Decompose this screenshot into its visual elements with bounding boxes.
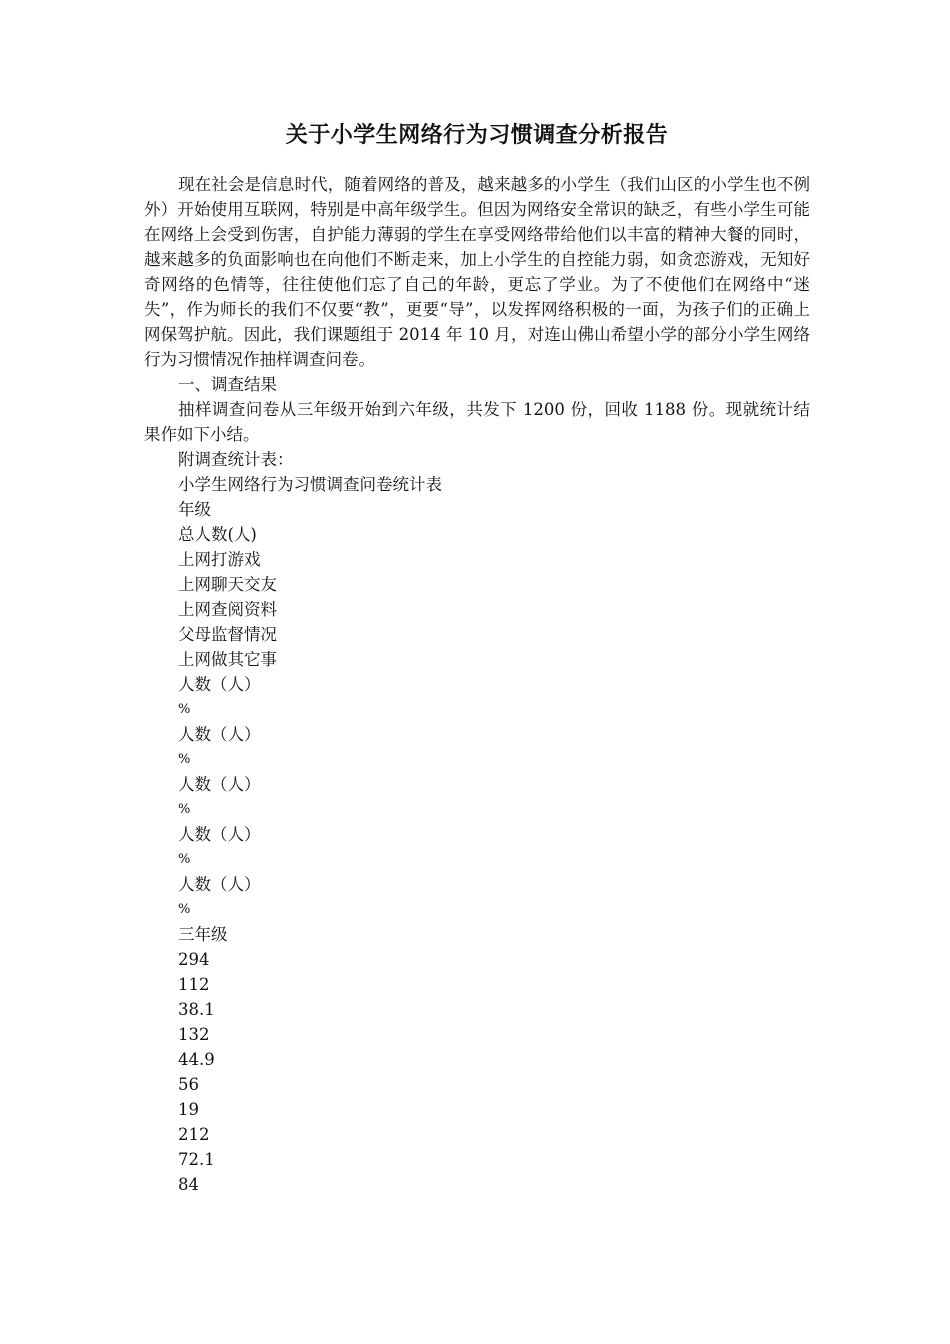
table-cell: 84 xyxy=(178,1175,199,1194)
table-subheader-count: 人数（人） xyxy=(178,775,261,794)
table-header-gaming: 上网打游戏 xyxy=(178,550,261,569)
table-cell: 72.1 xyxy=(178,1150,215,1169)
table-cell: 212 xyxy=(178,1125,210,1144)
table-cell: 19 xyxy=(178,1100,199,1119)
section-heading-results: 一、调查结果 xyxy=(178,375,277,394)
document-page xyxy=(144,120,810,1197)
table-subheader-percent: % xyxy=(178,752,191,767)
table-subheader-percent: % xyxy=(178,852,191,867)
table-header-grade: 年级 xyxy=(178,500,211,519)
appendix-label: 附调查统计表： xyxy=(178,450,294,469)
table-header-parental: 父母监督情况 xyxy=(178,625,277,644)
table-subheader-percent: % xyxy=(178,802,191,817)
table-subheader-count: 人数（人） xyxy=(178,675,261,694)
table-header-research: 上网查阅资料 xyxy=(178,600,277,619)
table-subheader-percent: % xyxy=(178,902,191,917)
table-subheader-count: 人数（人） xyxy=(178,875,261,894)
table-subheader-percent: % xyxy=(178,702,191,717)
table-header-other: 上网做其它事 xyxy=(178,650,277,669)
table-header-chat: 上网聊天交友 xyxy=(178,575,277,594)
table-subheader-count: 人数（人） xyxy=(178,825,261,844)
table-cell: 56 xyxy=(178,1075,199,1094)
intro-paragraph: 现在社会是信息时代，随着网络的普及，越来越多的小学生（我们山区的小学生也不例外）开始使用互联网，特别是中高年级学生。但因为网络安全常识的缺乏，有些小学生可能在网络上会受到伤害，自护能力薄弱的学生在享受网络带给他们以丰富的精神大餐的同时，越来越多的负面影响也在向他们不断走来，加上小学生的自控能力弱，如贪恋游戏，无知好奇网络的色情等，往往使他们忘了自己的年龄，更忘了学业。为了不使他们在网络中“迷失”，作为师长的我们不仅要“教”，更要“导”，以发挥网络积极的一面，为孩子们的正确上网保驾护航。因此，我们课题组于 2014 年 10 月，对连山佛山希望小学的部分小学生网络行为习惯情况作抽样调查问卷。 xyxy=(144,175,810,369)
table-cell: 112 xyxy=(178,975,210,994)
table-cell: 132 xyxy=(178,1025,210,1044)
document-title: 关于小学生网络行为习惯调查分析报告 xyxy=(285,122,669,148)
table-row-grade: 三年级 xyxy=(178,925,228,944)
results-paragraph: 抽样调查问卷从三年级开始到六年级，共发下 1200 份，回收 1188 份。现就统计结果作如下小结。 xyxy=(144,400,810,444)
table-cell: 294 xyxy=(178,950,210,969)
table-cell: 38.1 xyxy=(178,1000,215,1019)
table-subheader-count: 人数（人） xyxy=(178,725,261,744)
table-header-total: 总人数(人) xyxy=(178,525,257,544)
table-cell: 44.9 xyxy=(178,1050,215,1069)
table-title: 小学生网络行为习惯调查问卷统计表 xyxy=(178,475,442,494)
